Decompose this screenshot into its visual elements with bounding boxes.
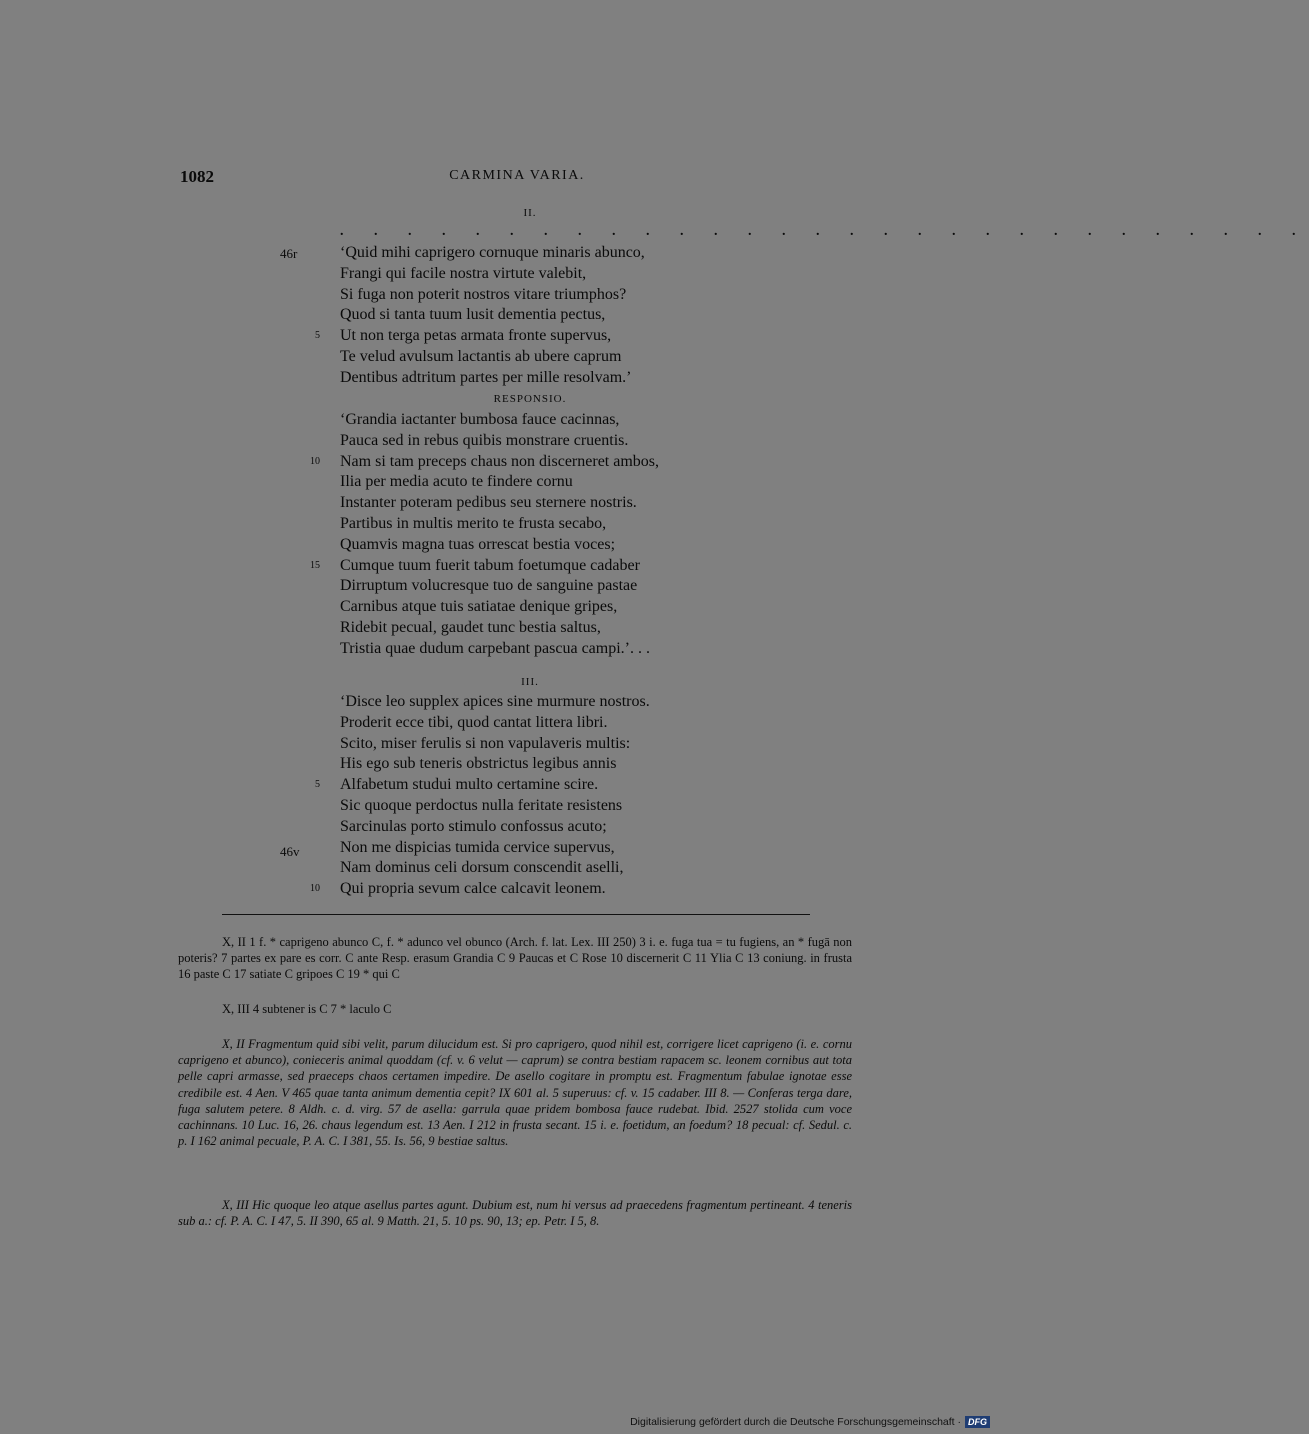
- folio-ref-46r: 46r: [280, 246, 298, 261]
- verse-line: ‘Disce leo supplex apices sine murmure nostros.: [340, 693, 650, 710]
- verse-line: Scito, miser ferulis si non vapulaveris multis:: [340, 734, 631, 752]
- verse-line: Ilia per media acuto te findere cornu: [340, 473, 573, 491]
- apparatus-ii: X, II 1 f. * caprigeno abunco C, f. * adunco vel obunco (Arch. f. lat. Lex. III 250) 3 i. e. fuga tua = tu fugiens, an * fugā non poteris? 7 partes ex pare es corr. C ante Resp. erasum Grandia C 9 Paucas et C Rose 10 discernerit C 11 Ylia C 13 coniung. in frusta 16 paste C 17 satiate C gripoes C 19 * qui C: [178, 935, 852, 982]
- verse-line: Nam dominus celi dorsum conscendit aselli,: [340, 859, 624, 877]
- section-iii-heading: III.: [521, 676, 539, 688]
- verse-line: Sic quoque perdoctus nulla feritate resistens: [340, 797, 623, 814]
- verse-line: Dirruptum volucresque tuo de sanguine pastae: [340, 577, 638, 595]
- digitization-credit: [630, 1416, 990, 1428]
- page-number: 1082: [180, 167, 214, 186]
- commentary-ii: X, II Fragmentum quid sibi velit, parum dilucidum est. Si pro caprigero, quod nihil est, corrigere licet caprigeno (i. e. cornu caprigeno et abunco), conieceris animal quoddam (cf. v. 6 velut — caprum) se contra bestiam rapacem sc. leonem cornibus aut tota pelle capri armasse, sed praeceps chaos certamen impedire. De asello cogitare in promptu est. Fragmentum fabulae ignotae esse credibile est. 4 Aen. V 465 quae tanta animum dementia cepit? IX 601 al. 5 superuus: cf. v. 15 cadaber. III 8. — Conferas terga dare, fuga salutem petere. 8 Aldh. c. d. virg. 57 de asella: garrula quae pridem bombosa fauce rudebat. Ibid. 2527 stolida cum voce cachinnans. 10 Luc. 16, 26. chaus legendum est. 13 Aen. I 212 in frusta secant. 15 i. e. foetidum, an foedum? 18 pecual: cf. Sedul. c. p. I 162 animal pecuale, P. A. C. I 381, 55. Is. 56, 9 bestiae saltus.: [178, 1037, 852, 1149]
- verse-line: Qui propria sevum calce calcavit leonem.: [340, 880, 606, 898]
- verse-line: Instanter poteram pedibus seu sternere nostris.: [340, 494, 637, 512]
- lacuna-dots: . . . . . . . . . . . . . . . . . . . . . . . . . . . . .: [340, 224, 1309, 239]
- verse-line: Quamvis magna tuas orrescat bestia voces;: [340, 535, 616, 553]
- verse-line: Proderit ecce tibi, quod cantat littera libri.: [340, 713, 608, 731]
- verse-line: Ut non terga petas armata fronte supervus,: [340, 327, 612, 345]
- verse-line: Quod si tanta tuum lusit dementia pectus,: [340, 306, 606, 324]
- line-number: 10: [310, 883, 320, 895]
- commentary-iii: X, III Hic quoque leo atque asellus partes agunt. Dubium est, num hi versus ad praecedens fragmentum pertineant. 4 teneris sub a.: cf. P. A. C. I 47, 5. II 390, 65 al. 9 Matth. 21, 5. 10 ps. 90, 13; ep. Petr. I 5, 8.: [178, 1198, 852, 1229]
- line-number: 10: [310, 455, 320, 467]
- responsio-heading: RESPONSIO.: [493, 393, 567, 405]
- verse-line: Nam si tam preceps chaus non discerneret ambos,: [340, 452, 660, 470]
- apparatus-iii: X, III 4 subtener is C 7 * laculo C: [222, 1002, 392, 1016]
- credit-text: Digitalisierung gefördert durch die Deutsche Forschungsgemeinschaft ·: [630, 1416, 961, 1428]
- verse-line: Sarcinulas porto stimulo confossus acuto;: [340, 817, 607, 835]
- running-head: CARMINA VARIA.: [449, 168, 585, 183]
- verse-line: Te velud avulsum lactantis ab ubere caprum: [340, 348, 622, 365]
- section-ii-heading: II.: [523, 207, 537, 219]
- verse-line: ‘Grandia iactanter bumbosa fauce cacinnas,: [340, 411, 620, 428]
- folio-ref-46v: 46v: [280, 844, 300, 859]
- line-number: 5: [315, 330, 320, 342]
- verse-line: Cumque tuum fuerit tabum foetumque cadaber: [340, 556, 640, 574]
- line-number: 5: [315, 779, 320, 791]
- verse-line: Si fuga non poterit nostros vitare triumphos?: [340, 285, 627, 303]
- verse-line: ‘Quid mihi caprigero cornuque minaris abunco,: [340, 244, 645, 261]
- verse-line: Tristia quae dudum carpebant pascua campi.’. . .: [340, 639, 650, 657]
- verse-line: Alfabetum studui multo certamine scire.: [340, 776, 599, 794]
- verse-line: Pauca sed in rebus quibis monstrare cruentis.: [340, 431, 629, 449]
- footnote-rule: [222, 914, 810, 915]
- verse-line: His ego sub teneris obstrictus legibus annis: [340, 755, 617, 773]
- verse-line: Frangi qui facile nostra virtute valebit,: [340, 264, 587, 282]
- verse-line: Partibus in multis merito te frusta secabo,: [340, 515, 607, 532]
- verse-line: Carnibus atque tuis satiatae denique gripes,: [340, 598, 618, 616]
- verse-line: Non me dispicias tumida cervice supervus,: [340, 838, 615, 856]
- line-number: 15: [310, 559, 320, 571]
- verse-line: Dentibus adtritum partes per mille resolvam.’: [340, 368, 632, 386]
- verse-line: Ridebit pecual, gaudet tunc bestia saltus,: [340, 619, 601, 636]
- dfg-logo: DFG: [965, 1416, 990, 1428]
